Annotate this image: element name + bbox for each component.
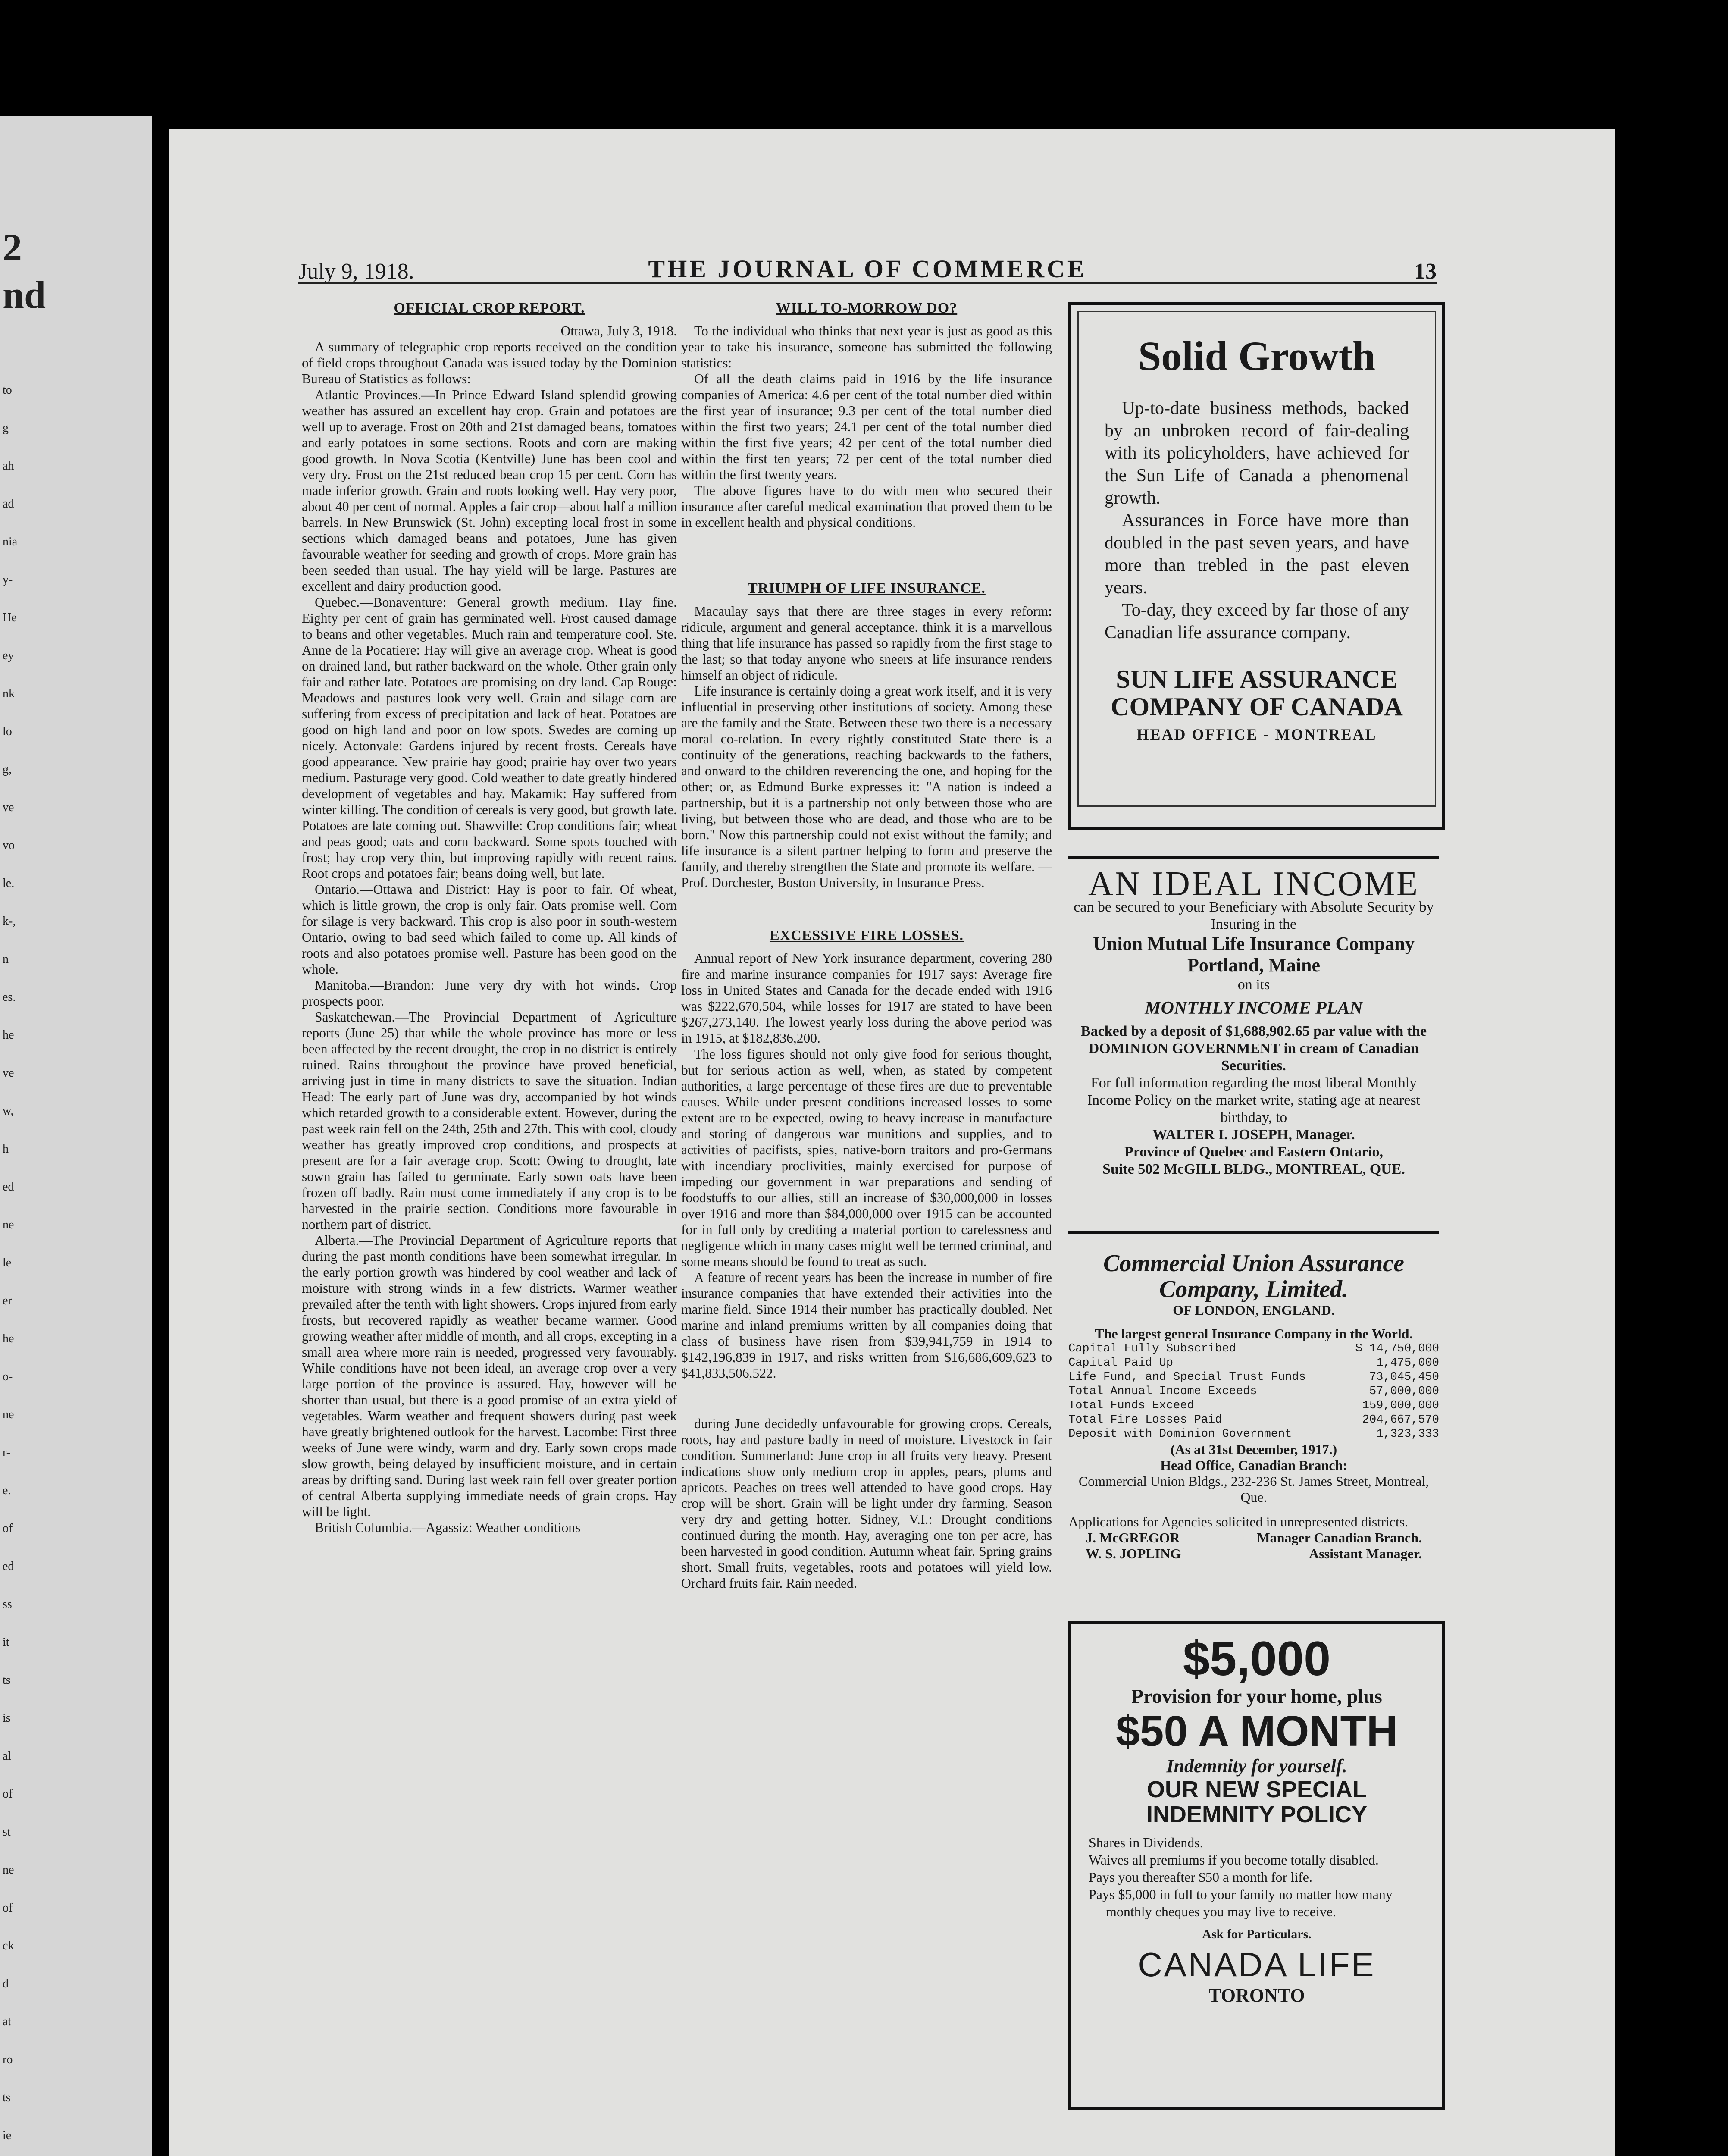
left-text-fragment: st [3,1825,11,1839]
article-paragraph: A summary of telegraphic crop reports received on the condition of field crops throughout Canada was issued today by the Dominion Bureau of Statistics as follows: [302,339,677,386]
cu-table-row [1068,1370,1439,1385]
article-paragraph: British Columbia.—Agassiz: Weather conditions [315,1520,581,1535]
article-paragraph: Life insurance is certainly doing a great work itself, and it is very influential in preserving other institutions of society. Among these are the family and the State. Between these two there is a necessary moral co-relation. In every rightly constituted State there is a continuity of the generations, reaching backwards to the fathers, and onward to the children reverencing the one, and hoping for the other; or, as Edmund Burke expresses it: "A nation is indeed a partnership, but it is a partnership not only between those who are living, but between those who are dead, and those who are to be born." Now this partnership could not exist without the family; and life insurance is a silent partner helping to form and preserve the family, and thereby strengthen the State and promote its welfare. — Prof. Dorchester, Boston University, in Insurance Press. [681,683,1052,890]
left-text-fragment: g [3,421,9,435]
cu-ad-title2: Company, Limited. [1159,1276,1349,1303]
cu-row-label: Total Annual Income Exceeds [1068,1385,1257,1398]
left-text-fragment: le. [3,877,15,890]
left-text-fragment: o- [3,1370,13,1383]
column-crop-report [302,298,677,1536]
left-text-fragment: of [3,1901,13,1915]
left-text-fragment: ve [3,801,14,814]
left-text-fragment: ck [3,1939,14,1952]
commercial-union-advertisement [1068,1250,1439,1562]
cu-manager2-title: Assistant Manager. [1309,1546,1422,1561]
cu-manager2-name: W. S. JOPLING [1086,1546,1181,1561]
union-ad-city: Portland, Maine [1187,955,1320,976]
cl-company-name: CANADA LIFE [1138,1946,1376,1984]
left-text-fragment: nk [3,687,15,700]
left-text-fragment: w, [3,1104,14,1118]
cu-ad-tagline: The largest general Insurance Company in the World. [1095,1326,1413,1341]
article-paragraph: The loss figures should not only give food for serious thought, but for serious action as well, when, as stated by competent authorities, a large percentage of these fires are due to preventable causes. While under present conditions increased losses to some extent are to be expected, owing to heavy increase in manufacture and storing of dangerous war munitions and supplies, and to activities of pacifists, spies, native-born traitors and pro-Germans with incendiary proclivities, mainly exercised for purpose of impeding our government in war preparations and sending of foodstuffs to our allies, still an increase of $30,000,000 in losses over 1916 and more than $84,000,000 over 1915 can be accounted for in full only by crediting a material portion to carelessness and negligence which in many cases might well be termed criminal, and some means should be found to treat as such. [681,1047,1052,1269]
left-text-fragment: g, [3,763,12,776]
union-ad-intro: can be secured to your Beneficiary with Absolute Security by Insuring in the [1074,899,1434,932]
cu-table-row [1068,1342,1439,1356]
cu-row-label: Capital Fully Subscribed [1068,1342,1236,1355]
left-text-fragment: ah [3,459,14,473]
cu-row-label: Life Fund, and Special Trust Funds [1068,1371,1306,1384]
cu-row-label: Total Fire Losses Paid [1068,1413,1222,1426]
cu-ad-title1: Commercial Union Assurance [1103,1250,1405,1277]
canada-life-advertisement [1068,1621,1445,2110]
cu-ad-origin: OF LONDON, ENGLAND. [1173,1302,1335,1318]
left-text-fragment: ts [3,2091,11,2104]
left-text-fragment: he [3,1028,14,1042]
union-ad-company: Union Mutual Life Insurance Company [1093,933,1415,954]
cu-row-label: Total Funds Exceed [1068,1399,1194,1412]
cl-benefit-item: Pays $5,000 in full to your family no matter how many monthly cheques you may live to receive. [1089,1887,1393,1919]
cu-ad-address: Commercial Union Bldgs., 232-236 St. James Street, Montreal, Que. [1078,1473,1429,1505]
left-text-fragment: lo [3,725,12,738]
union-ad-address: Suite 502 McGILL BLDG., MONTREAL, QUE. [1102,1161,1405,1177]
left-text-fragment: of [3,1522,13,1535]
left-text-fragment: h [3,1142,9,1156]
cu-row-value: 159,000,000 [1362,1399,1439,1412]
left-text-fragment: at [3,2015,12,2028]
left-text-fragment: y- [3,573,13,586]
article-paragraph: Saskatchewan.—The Provincial Department of Agriculture reports (June 25) that while the whole province has more or less been affected by the recent drought, the crop in no district is entirely ruined. Rains throughout the province have proved beneficial, arriving just in time in many districts to save the situation. Indian Head: The early part of June was dry, accompanied by hot winds which retarded growth to a considerable extent. However, during the past week rain fell on the 24th, 25th and 27th. This with cool, cloudy weather has greatly improved crop conditions, and prospects at present are for a fair average crop. Scott: Owing to drought, late sown grain has failed to germinate. Early sown oats have been frozen off badly. Rain must come immediately if any crop is to be harvested in the prairie section. Conditions more favourable in northern part of district. [302,1009,677,1232]
left-text-fragment: ad [3,497,14,511]
left-text-fragment: ts [3,1673,11,1687]
cu-row-value: 73,045,450 [1369,1371,1439,1384]
left-text-fragment: to [3,383,12,397]
left-text-fragment: al [3,1749,12,1763]
cu-table-row [1068,1356,1439,1370]
left-text-fragment: ve [3,1066,14,1080]
union-ad-plan: MONTHLY INCOME PLAN [1145,998,1363,1018]
left-text-fragment: ne [3,1863,14,1877]
cu-manager1-title: Manager Canadian Branch. [1257,1530,1422,1545]
left-text-fragment: ed [3,1560,14,1573]
left-text-fragment: es. [3,990,16,1004]
sun-life-ad-paragraph: Assurances in Force have more than doubled in the past seven years, and have more than trebled in the past eleven years. [1105,511,1409,598]
cu-table-row [1068,1413,1439,1427]
left-text-fragment: d [3,1977,9,1990]
left-heading-fragment: nd [3,274,46,317]
article-paragraph: Macaulay says that there are three stages in every reform: ridicule, argument and general acceptance. think it is a marvellous thing that life insurance has passed so rapidly from the first stage to the last; so that today anyone who sneers at life insurance renders himself an object of ridicule. [681,604,1052,683]
left-text-fragment: ro [3,2053,13,2066]
article-paragraph: Of all the death claims paid in 1916 by the life insurance companies of America: 4.6 per cent of the total number died within the first year of insurance; 9.3 per cent of the total number died within the first two years; 24.1 per cent of the total number died within the first five years; 42 per cent of the total number died within the first ten years; 72 per cent of the total number died within the first twenty years. [681,371,1052,482]
sun-life-ad-paragraph: Up-to-date business methods, backed by an unbroken record of fair-dealing with its policyholders, have achieved for the Sun Life of Canada a phenomenal growth. [1105,398,1409,508]
left-text-fragment: He [3,611,17,624]
article-paragraph: A feature of recent years has been the increase in number of fire insurance companies that have extended their activities into the marine field. Since 1914 their number has practically doubled. Net marine and inland premiums written by all companies doing that class of business have risen from $39,941,759 in 1914 to $142,196,839 in 1917, and risks written from $16,686,609,623 to $41,833,506,522. [681,1270,1052,1381]
cl-month: $50 A MONTH [1116,1707,1398,1755]
union-ad-manager: WALTER I. JOSEPH, Manager. [1152,1127,1355,1143]
union-ad-info: For full information regarding the most liberal Monthly Income Policy on the market write, stating age at nearest birthday, to [1087,1075,1421,1125]
sun-life-logo-line3: HEAD OFFICE - MONTREAL [1136,726,1377,743]
union-mutual-advertisement [1068,865,1439,1178]
left-page-number-fragment: 2 [3,226,22,269]
column-articles [681,298,1052,1591]
union-ad-on-its: on its [1237,977,1270,993]
cu-table-row [1068,1399,1439,1413]
will-tomorrow-heading: WILL TO-MORROW DO? [776,300,958,316]
cl-benefit-item: Pays you thereafter $50 a month for life. [1089,1869,1312,1885]
sun-life-logo-line2: COMPANY OF CANADA [1111,693,1403,721]
left-text-fragment: ne [3,1408,14,1421]
cu-ad-manager2 [1068,1546,1439,1562]
issue-date: July 9, 1918. [298,259,414,284]
left-text-fragment: er [3,1294,12,1307]
masthead-title: THE JOURNAL OF COMMERCE [648,255,1087,283]
ad-divider [1068,1231,1439,1234]
sun-life-logo-line1: SUN LIFE ASSURANCE [1116,665,1398,693]
crop-report-dateline: Ottawa, July 3, 1918. [560,323,677,338]
ad-divider [1068,856,1439,859]
cl-benefit-list [1089,1834,1425,1920]
cu-ad-applications: Applications for Agencies solicited in unrepresented districts. [1068,1514,1409,1529]
article-paragraph: Ontario.—Ottawa and District: Hay is poor to fair. Of wheat, which is little grown, the crop is only fair. Oats promise well. Corn for silage is very backward. This crop is also poor in south-western Ontario, owing to bad seed which failed to come up. All kinds of roots and also potatoes promise well. Pasture has been good on the whole. [302,882,677,977]
left-text-fragment: vo [3,839,15,852]
article-paragraph: Annual report of New York insurance department, covering 280 fire and marine insurance companies for 1917 says: Average fire loss in United States and Canada for the decade ended with 1916 was $222,670,504, while losses for 1917 are stated to have been $267,273,140. The lowest yearly loss during the above period was in 1915, at $182,836,200. [681,951,1052,1046]
sun-life-advertisement [1068,302,1445,830]
sun-life-logo [1105,665,1409,748]
cl-benefit-item: Waives all premiums if you become totally disabled. [1089,1852,1379,1868]
left-text-fragment: nia [3,535,18,548]
header-rule [298,282,1437,284]
cl-indemnity: Indemnity for yourself. [1166,1755,1347,1777]
union-ad-title: AN IDEAL INCOME [1088,865,1420,903]
union-ad-province: Province of Quebec and Eastern Ontario, [1124,1144,1383,1160]
left-text-fragment: n [3,953,9,966]
cl-provision: Provision for your home, plus [1131,1685,1382,1707]
left-text-fragment: is [3,1711,11,1725]
cu-ad-as-at: (As at 31st December, 1917.) [1170,1442,1337,1457]
cl-city: TORONTO [1208,1985,1305,2006]
cu-table-row [1068,1427,1439,1442]
crop-report-heading: OFFICIAL CROP REPORT. [394,300,585,316]
left-text-fragment: le [3,1256,12,1269]
left-text-fragment: he [3,1332,14,1345]
left-text-fragment: ss [3,1598,12,1611]
cu-ad-head-office: Head Office, Canadian Branch: [1160,1457,1347,1473]
sun-life-ad-paragraph: To-day, they exceed by far those of any Canadian life assurance company. [1105,600,1409,642]
cu-financial-table [1068,1342,1439,1442]
left-text-fragment: of [3,1787,13,1801]
cu-row-value: 1,323,333 [1376,1428,1439,1441]
fire-losses-heading: EXCESSIVE FIRE LOSSES. [769,928,964,943]
cl-benefit-item: Shares in Dividends. [1089,1835,1203,1850]
cl-policy-name: OUR NEW SPECIAL INDEMNITY POLICY [1146,1777,1368,1827]
left-text-fragment: ed [3,1180,14,1194]
article-paragraph: Atlantic Provinces.—In Prince Edward Island splendid growing weather has assured an excellent hay crop. Grain and potatoes are well up to average. Frost on 20th and 21st damaged beans, tomatoes and early potatoes in some sections. Roots and corn are making good growth. In Nova Scotia (Kentville) June has been cool and very dry. Frost on the 21st reduced bean crop 15 per cent. Corn has made inferior growth. Grain and roots looking well. Hay very poor, about 40 per cent of normal. Apples a fair crop—about half a million barrels. In New Brunswick (St. John) excepting local frost in some sections which damaged beans and potatoes, June has given favourable weather for seeding and growth of crops. More grain has been seeded than usual. The hay yield will be large. Pastures are excellent and dairy production good. [302,387,677,594]
cu-row-value: 57,000,000 [1369,1385,1439,1398]
cl-amount: $5,000 [1183,1632,1331,1686]
cu-row-label: Deposit with Dominion Government [1068,1428,1292,1441]
left-text-fragment: ie [3,2129,12,2142]
continued-paragraph: during June decidedly unfavourable for growing crops. Cereals, roots, hay and pasture badly in need of moisture. Livestock in fair condition. Summerland: June crop in all fruits very heavy. Present indications show only medium crop in apples, pears, plums and apricots. Peaches on trees well attended to have good crops. Hay crop will be short. Grain will be light under dry farming. Season very dry and getting hotter. Sidney, V.I.: Drought conditions continued during the month. Hay, averaging one ton per acre, has been harvested in good condition. Autumn wheat fair. Spring grains short. Small fruits, vegetables, roots and potatoes will yield low. Orchard fruits fair. Rain needed. [681,1416,1052,1591]
cu-ad-manager1 [1068,1530,1439,1546]
article-paragraph: The above figures have to do with men who secured their insurance after careful medical examination that proved them to be in excellent health and physical conditions. [681,483,1052,530]
union-ad-backed: Backed by a deposit of $1,688,902.65 par value with the DOMINION GOVERNMENT in cream of Canadian Securities. [1080,1023,1427,1074]
cu-row-value: 204,667,570 [1362,1413,1439,1426]
page-number: 13 [1414,259,1437,284]
left-text-fragment: r- [3,1446,11,1459]
cu-row-label: Capital Paid Up [1068,1357,1174,1369]
sun-life-ad-title: Solid Growth [1138,333,1376,379]
left-text-fragment: ey [3,649,14,662]
triumph-heading: TRIUMPH OF LIFE INSURANCE. [748,580,986,596]
left-text-fragment: e. [3,1484,11,1497]
cu-row-value: $ 14,750,000 [1355,1342,1439,1355]
left-facing-page [0,116,152,2156]
left-text-fragment: k-, [3,915,16,928]
cu-table-row [1068,1385,1439,1399]
cu-manager1-name: J. McGREGOR [1086,1530,1180,1545]
article-paragraph: Quebec.—Bonaventure: General growth medium. Hay fine. Eighty per cent of grain has germinated well. Frost caused damage to beans and other vegetables. Much rain and temperature cool. Ste. Anne de la Pocatiere: Hay will give an average crop. Wheat is good on drained land, but rather backward on the whole. Other grain only fair and rather late. Potatoes are promising on dry land. Cap Rouge: Meadows and pastures look very well. Grain and silage corn are suffering from excess of precipitation and lack of heat. Potatoes are good on high land and poor on low spots. Swedes are coming up nicely. Actonvale: Gardens injured by recent frosts. Cereals have good appearance. New prairie hay good; prairie hay over two years medium. Pasturage very good. Cold weather to date greatly hindered development of vegetables and hay. Makamik: Hay suffered from winter killing. The condition of cereals is very good, but growth late. Potatoes are late coming out. Shawville: Crop conditions fair; wheat and peas good; oats and corn backward. Some spots touched with frost; hay crop very thin, but improving rapidly with recent rains. Root crops and potatoes fair; beans doing well, but late. [302,595,677,881]
left-text-fragment: ne [3,1218,14,1232]
article-paragraph: To the individual who thinks that next year is just as good as this year to take his insurance, someone has submitted the following statistics: [681,323,1052,370]
left-text-fragment: it [3,1636,9,1649]
article-paragraph: Manitoba.—Brandon: June very dry with hot winds. Crop prospects poor. [302,978,677,1009]
cu-row-value: 1,475,000 [1376,1357,1439,1369]
cl-ask: Ask for Particulars. [1202,1927,1312,1941]
article-paragraph: Alberta.—The Provincial Department of Agriculture reports that during the past month conditions have been somewhat irregular. In the early portion growth was hindered by cool weather and lack of moisture with strong winds in a few districts. Warmer weather prevailed after the tenth with light showers. Crops injured from early frosts, but recovered rapidly as weather became warmer. Good growing weather after middle of month, and all crops, excepting in a small area where more rain is needed, progressed very favourably. While conditions have not been ideal, an average crop over a very large portion of the province is assured. Hay, however will be shorter than usual, but there is a good promise of an extra yield of vegetables. Warm weather and frequent showers during past week have greatly brightened outlook for the harvest. Lacombe: First three weeks of June were windy, warm and dry. Early sown crops made slow growth, being delayed by insufficient moisture, and in certain areas by drifting sand. During last week rain fell over greater portion of central Alberta supplying immediate needs of grain crops. Hay will be light. [302,1233,677,1519]
